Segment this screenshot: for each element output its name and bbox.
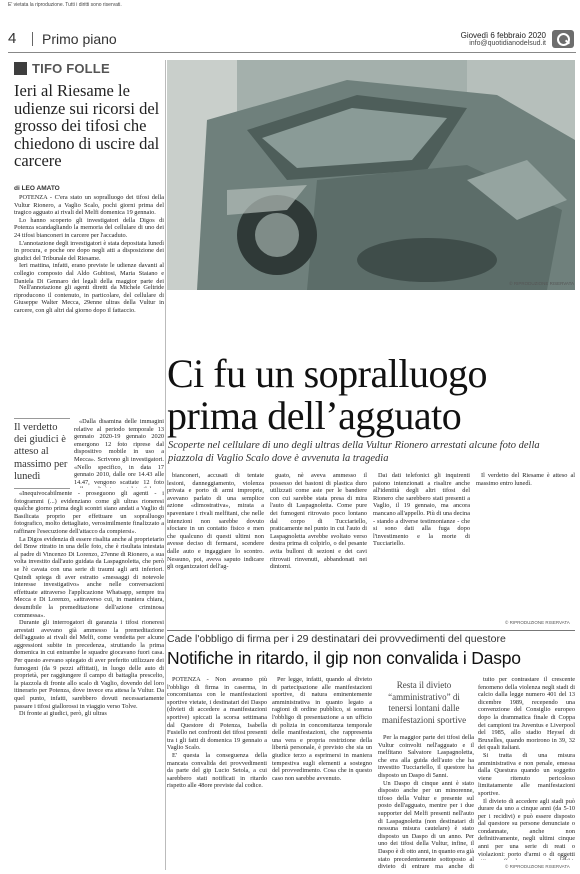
paragraph: E' questa la conseguenza della mancata convalida dei provvedimenti da parte del gip Lucio Setola, a cui sarebbero stati notificati in ritardo rispetto alle 48ore previste dal codice.: [167, 751, 267, 790]
article-column-1-narrow: [74, 418, 164, 488]
main-headline: [167, 353, 575, 437]
quotidiano-q-icon: [552, 30, 574, 48]
secondary-column-2: [272, 676, 372, 870]
paragraph: guato, nè aveva ammesso il possesso dei bastoni di plastica duro utilizzati come aste per le bandiere con cui sarebbe stata presa di mira l'auto di Laspagnoletta. Come pure dei fumogeni ritrovato poco lontano dal corpo di Tucciariello, praticamente nel punto in cui l'auto di Laspagnoletta avrebbe svoltato verso destra prima di colpirlo, o del pesante avita bulloni di sezioni e dei cavi ritrovati rinvenuti, abbandonati nei dintorni.: [270, 472, 367, 571]
paragraph: Per legge, infatti, quando al divieto di partecipazione alle manifestazioni sportive, di natura eminentemente amministrativa in quanto legato a ragioni di ordine pubblico, si somma l'obbligo di presentazione a un ufficio di polizia in concomitanza temporale delle manifestazioni, che rappresenta una vera e propria restrizione della libertà personale, è previsto che sia un giudice terzo a esprimersi in maniera tempestiva sugli elementi a sostegno del provvedimento. Cosa che in questo caso non sarebbe avvenuto.: [272, 676, 372, 782]
secondary-column-1: [167, 676, 267, 870]
damaged-car-photo: [167, 60, 575, 290]
paragraph: «Inequivocabilmente - proseguono gli agenti - i fotogrammi (...) evidenziano come gli ultras rioneresi qualche giorno prima degli scontri siano andati a Vaglio di Basilicata proprio per effettuare un sopralluogo fotografico, molto dettagliato, verosimilmente finalizzato a raffinare l'esecuzione dell'attacco da compiersi».: [14, 490, 164, 535]
article-column-1-cont: [14, 284, 164, 416]
paragraph: Il verdetto del Riesame è atteso al massimo entro lunedì.: [476, 472, 575, 487]
paragraph: Si tratta di una misura amministrativa e non penale, emessa dalla Questura quando un soggetto viene ritenuto pericoloso limitatamente alle manifestazioni sportive.: [478, 751, 575, 797]
paragraph: Il divieto di accedere agli stadi può durare da uno a cinque anni (da 5-10 per i recidivi) e può essere disposto dal questore su persone denunciate o condannate, anche non definitivamente, negli ultimi cinque anni per una serie di reati o violazioni: porto d'armi o di oggetti: [478, 797, 575, 858]
main-subheadline: Scoperte nel cellulare di uno degli ultras della Vultur Rionero arrestati alcune foto della piazzola di Vaglio Scalo dove è avvenuta la tragedia: [168, 440, 540, 464]
article-column-4: [270, 472, 367, 622]
paragraph: Durante gli interrogatori di garanzia i tifosi rioneresi arrestati avevano già ammesso la premeditazione dell'agguato ai rivali del Melfi, come vendetta per alcune aggressioni subite in precedenza, struttando la prima domenica in cui entrambe le squadre giocavano fuori casa. Per questo avevano spiegato di aver preferito utilizzare dei fumogeni (da 9 pezzi affittati), in luogo delle auto di proprietà, per raggiungere il campo di battaglia prescelto, la piazzola di fronte allo scalo di Vaglio, dovendo del loro itinerario per Potenza, dove invece era attesa la Vultur. Da quel punto, infatti, sarebbero dovuti necessariamente passare i tifosi giallorossi in viaggio verso Tolve.: [14, 619, 164, 710]
paragraph: bianconeri, accusati di tentate lesioni, danneggiamento, violenza privata e porto di armi improprie, avevano parlato di una semplice azione «dimostrativa», mirata a spaventare i rivali melfitani, che nelle intenzioni non sarebbe dovuto sfociare in un contatto fisico e men che qualcuno di questi ultimi non avesse deciso di fermarsi, scendere dalle auto e ingaggiare lo scontro. Nessuno, poi, aveva saputo indicare gli organizzatori dell'ag-: [167, 472, 264, 571]
quote-rule-top: [14, 418, 70, 419]
photo-illustration: [167, 60, 575, 290]
photo-copyright: © RIPRODUZIONE RISERVATA: [509, 281, 574, 286]
article-column-1-lower: [14, 490, 164, 870]
kicker-label: TIFO FOLLE: [32, 61, 110, 76]
header-divider: [32, 32, 33, 46]
header-rule: [8, 52, 576, 53]
main-headline-line-1: Ci fu un sopralluogo: [167, 351, 487, 396]
paragraph: POTENZA - Non avranno più l'obbligo di firma in caserma, in concomitanza con le manifestazioni sportive vietate, i destinatari dei Daspo (divieti di accedere a manifestazioni sportive) spiccati la scorsa settimana dal Questore di Potenza, Isabella Fusiello nei confronti dei tifosi presenti tra i gli fatti di domenica 19 gennaio a Vaglio Scalo.: [167, 676, 267, 752]
main-headline-line-2: prima dell’agguato: [167, 393, 462, 438]
lead-headline: Ieri al Riesame le udienze sui ricorsi del grosso dei tifosi che chiedono di uscire dal carcere: [14, 81, 160, 170]
pull-quote: Il verdetto dei giudici è atteso al massimo per lunedì: [14, 422, 68, 482]
paragraph: Nell'annotazione gli agenti diretti da Michele Geltride riproducono il contenuto, in particolare, del cellulare di Giuseppe Walter Mecca, 29enne ultras della Vultur in carcere, con gli altri dal giorno dopo il fattaccio.: [14, 284, 164, 314]
story-divider: [167, 630, 575, 631]
article-column-5: [373, 472, 470, 622]
paragraph: La Digos evidenzia di essere risalita anche al proprietario del Bmw ritratto in una delle foto, che è risultata intestata al padre di Vincenzo Di Lorenzo, 27enne di Rionero, a sua volta investito dall'auto guidata da Laspagnoletta, che però se l'è cavata con una serie di traumi agli arti inferiori. Quindi spiega di aver estratto «messaggi di notevole interesse investigativo» anche nelle conversazioni effettuate attraverso l'applicazione Whatsapp, sempre tra Mecca e Di Lorenzo, «attraverso cui, in maniera chiara, desumibile la premeditazione dell'azione criminosa commessa».: [14, 535, 164, 619]
paragraph: Un Daspo di cinque anni è stato disposto anche per un minorenne, tifoso della Vultur e presente sul posto dell'agguato, mentre per i due supporter del Melfi presenti nell'auto di Laspagnoletta (non destinatari di nessuna misura cautelare) è stato disposto un Daspo di un anno. Per uno dei tifosi della Vultur, infine, il Daspo è di otto anni, in quanto era già stato precedentemente sottoposto al divieto di entrare ma anche di: [378, 779, 474, 870]
secondary-signature: l.a.: [560, 856, 569, 862]
page-number: 4: [8, 30, 17, 47]
byline: di LEO AMATO: [14, 185, 60, 192]
article-column-3: [167, 472, 264, 622]
paragraph: tuito per contrastare il crescente fenomeno della violenza negli stadi di calcio dalla legge numero 401 del 13 dicembre 1989, recependo una convenzione del Consiglio europeo dopo la drammatica finale di Coppa dei campioni tra Juventus e Liverpool del 1985, allo stadio Heysel di Bruxelles, quando morirono in 39, 32 dei quali italiani.: [478, 676, 575, 752]
page-header: [8, 30, 576, 52]
article-column-1: [14, 194, 164, 284]
section-title: Primo piano: [42, 31, 117, 47]
rights-disclaimer: E' vietata la riproduzione. Tutti i diritti sono riservati.: [8, 2, 122, 8]
paragraph: Di fronte ai giudici, però, gli ultras: [19, 710, 107, 718]
paragraph: Ieri mattina, infatti, erano previste le udienze davanti al collegio composto dal Aldo Gubitosi, Maria Staiano e Daniela Di Gennaro dei legali della maggior parte dei: [14, 262, 164, 284]
copyright-main: © RIPRODUZIONE RISERVATA: [505, 620, 570, 625]
secondary-pull-quote: Resta il divieto “amministrativo” di tenersi lontani dalle manifestazioni sportive: [381, 680, 467, 725]
contact-email[interactable]: info@quotidianodelsud.it: [469, 40, 546, 47]
paragraph: Dai dati telefonici gli inquirenti paiono intenzionati a risalire anche all'identità degli altri tifosi del Rionero che sarebbero stati presenti a Vaglio, il 19 gennaio, ma ancora mancano all'appello. Più di una decina - stando a diverse testimonianze - che si sono dati alla fuga dopo l'investimento e la morte di Tucciariello.: [373, 472, 470, 548]
paragraph: Lo hanno scoperto gli investigatori della Digos di Potenza scandagliando la memoria del cellulare di uno dei 24 tifosi bianconeri in carcere per l'accaduto.: [14, 216, 164, 239]
paragraph: POTENZA - C'era stato un sopralluogo dei tifosi della Vultur Rionero, a Vaglio Scalo, pochi giorni prima del tragico agguato ai rivali del Melfi domenica 19 gennaio.: [14, 194, 164, 217]
secondary-kicker: Cade l'obbligo di firma per i 29 destinatari dei provvedimenti del questore: [167, 633, 506, 645]
paragraph: L'annotazione degli investigatori è stata depositata lunedì in procura, e poche ore dopo negli atti a disposizione dei giudici del Tribunale del Riesame.: [14, 239, 164, 262]
issue-date: Giovedì 6 febbraio 2020: [460, 31, 546, 40]
article-column-6: [476, 472, 575, 617]
secondary-headline: Notifiche in ritardo, il gip non convalida i Daspo: [167, 648, 521, 668]
copyright-secondary: © RIPRODUZIONE RISERVATA: [505, 864, 570, 869]
kicker-square-icon: [14, 62, 27, 75]
secondary-column-3: [378, 734, 474, 870]
paragraph: Per la maggior parte dei tifosi della Vultur coinvolti nell'agguato e il melfitano Salvatore Laspagnoletta, che era alla guida dell'auto che ha investito Tucciariello, il questore ha disposto un Daspo di 5anni.: [378, 734, 474, 779]
kicker: [14, 61, 164, 76]
paragraph: «Dalla disamina delle immagini relative al periodo temporale 13 gennaio 2020-19 gennaio 2020 emergono 12 foto riprese dal dispositivo mobile in uso a Mecca». Scrivono gli investigatori. «Nello specifico, in data 17 gennaio 2010, dalle ore 14.43 alle 14.47, vengono scattate 12 foto: [74, 418, 164, 486]
column-divider: [165, 60, 166, 870]
secondary-column-4: [478, 676, 575, 860]
quote-rule-bottom: [14, 488, 70, 489]
